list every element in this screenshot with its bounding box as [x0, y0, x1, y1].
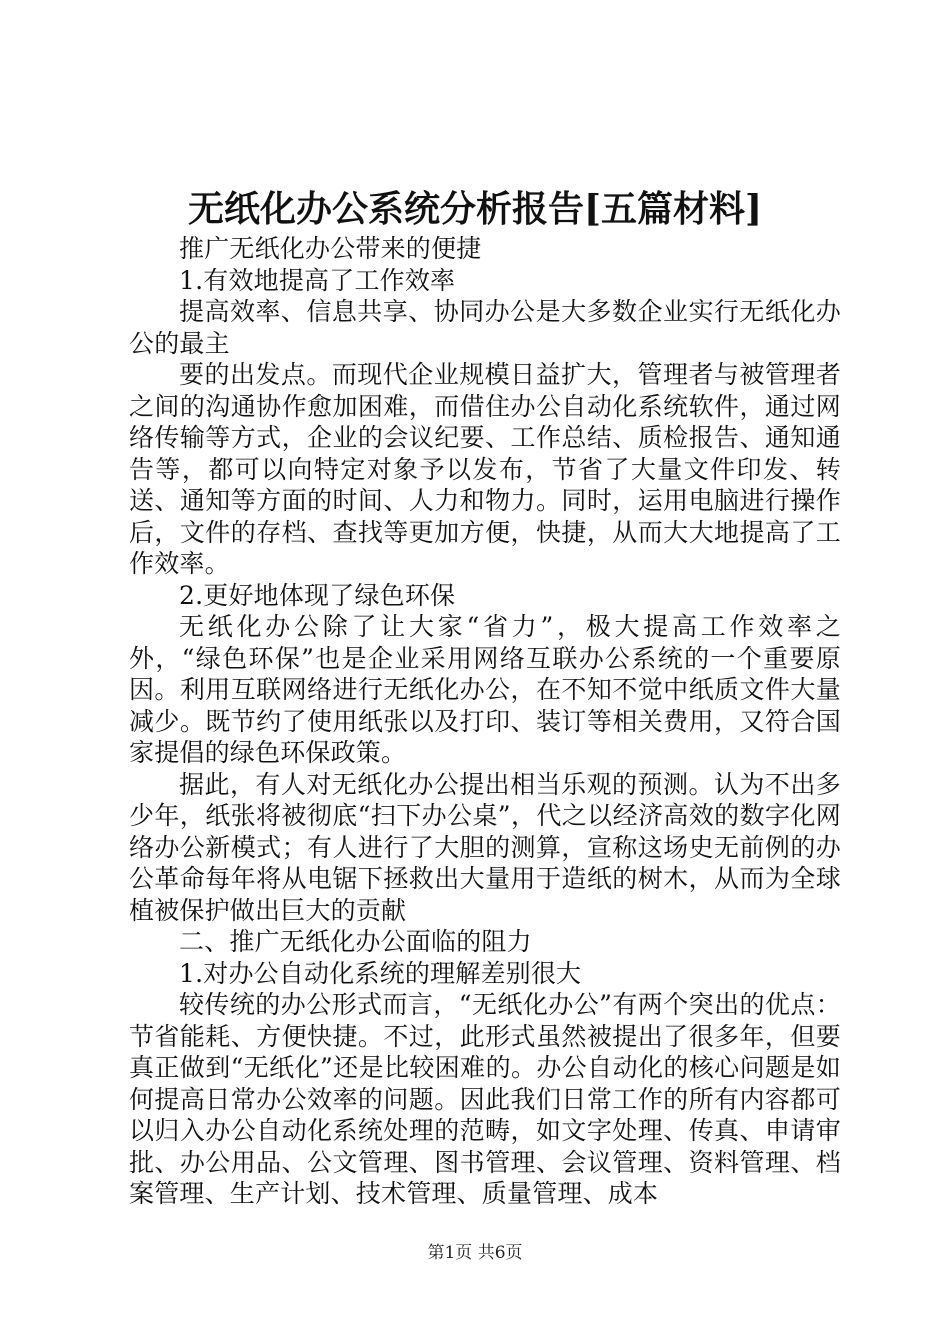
- document-body: [129, 233, 841, 1210]
- paragraph-subheading: 1.对办公自动化系统的理解差别很大: [179, 958, 582, 988]
- paragraph: 较传统的办公形式而言，“无纸化办公”有两个突出的优点：节省能耗、方便快捷。不过，此形式虽然被提出了很多年，但要真正做到“无纸化”还是比较困难的。办公自动化的核心问题是如何提高日常办公效率的问题。因此我们日常工作的所有内容都可以归入办公自动化系统处理的范畴，如文字处理、传真、申请审批、办公用品、公文管理、图书管理、会议管理、资料管理、档案管理、生产计划、技术管理、质量管理、成本: [129, 990, 841, 1208]
- paragraph-subheading: 2.更好地体现了绿色环保: [179, 580, 456, 610]
- paragraph: 无纸化办公除了让大家“省力”，极大提高工作效率之外，“绿色环保”也是企业采用网络互联办公系统的一个重要原因。利用互联网络进行无纸化办公，在不知不觉中纸质文件大量减少。既节约了使用纸张以及打印、装订等相关费用，又符合国家提倡的绿色环保政策。: [129, 612, 841, 767]
- paragraph-subheading: 1.有效地提高了工作效率: [179, 265, 456, 295]
- document-title: 无纸化办公系统分析报告[五篇材料]: [187, 188, 763, 230]
- paragraph: 提高效率、信息共享、协同办公是大多数企业实行无纸化办公的最主: [129, 297, 841, 358]
- paragraph-section-heading: 二、推广无纸化办公面临的阻力: [179, 927, 532, 956]
- paragraph: 要的出发点。而现代企业规模日益扩大，管理者与被管理者之间的沟通协作愈加困难，而借住办公自动化系统软件，通过网络传输等方式，企业的会议纪要、工作总结、质检报告、通知通告等，都可以向特定对象予以发布，节省了大量文件印发、转送、通知等方面的时间、人力和物力。同时，运用电脑进行操作后，文件的存档、查找等更加方便，快捷，从而大大地提高了工作效率。: [129, 360, 841, 578]
- paragraph-section-heading: 推广无纸化办公带来的便捷: [179, 234, 482, 263]
- page-number: 第1页 共6页: [427, 1243, 523, 1263]
- paragraph: 据此，有人对无纸化办公提出相当乐观的预测。认为不出多少年，纸张将被彻底“扫下办公桌”，代之以经济高效的数字化网络办公新模式；有人进行了大胆的测算，宣称这场史无前例的办公革命每年将从电锯下拯救出大量用于造纸的树木，从而为全球植被保护做出巨大的贡献: [129, 769, 841, 925]
